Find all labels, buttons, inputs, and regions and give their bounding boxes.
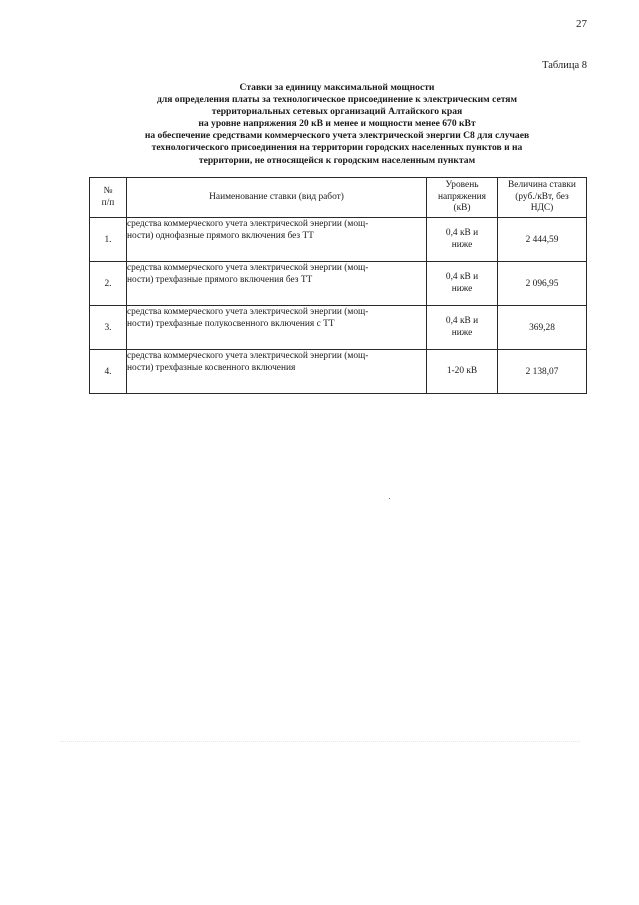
voltage-level (427, 306, 498, 350)
header-text: (кВ) (453, 203, 471, 214)
rate-value: 369,28 (498, 306, 587, 350)
header-rate (498, 178, 587, 218)
row-number: 1. (90, 218, 127, 262)
voltage-line: ниже (451, 283, 473, 294)
rate-name (127, 262, 427, 306)
voltage-line: 0,4 кВ и (445, 272, 479, 282)
title-line: для определения платы за технологическое присоединение к электрическим сетям (156, 94, 518, 106)
title-line: на уровне напряжения 20 кВ и менее и мощности менее 670 кВт (198, 118, 476, 130)
voltage-level (427, 218, 498, 262)
table-label: Таблица 8 (542, 60, 587, 71)
header-text: п/п (101, 197, 115, 208)
header-text: (руб./кВт, без (515, 191, 569, 202)
rate-name-line: ности) трехфазные прямого включения без ТТ (127, 275, 313, 286)
header-text: № (103, 186, 113, 196)
header-name (127, 178, 427, 218)
header-text: НДС) (530, 203, 554, 214)
rate-name-line: ности) трехфазные косвенного включения (127, 363, 296, 374)
table-row (90, 306, 587, 350)
header-voltage (427, 178, 498, 218)
title-line: территории, не относящейся к городским населенным пунктам (198, 154, 476, 166)
rate-name-line: средства коммерческого учета электрической энергии (мощ- (127, 307, 369, 317)
rate-name-line: средства коммерческого учета электрической энергии (мощ- (127, 219, 369, 229)
rate-name-line: ности) однофазные прямого включения без ТТ (127, 231, 314, 242)
page-number: 27 (576, 18, 587, 30)
rate-name-line: ности) трехфазные полукосвенного включения с ТТ (127, 319, 335, 330)
header-text: Величина ставки (508, 180, 576, 191)
rate-name (127, 306, 427, 350)
title-line: технологического присоединения на территории городских населенных пунктов и на (151, 142, 523, 154)
scan-artifact-line (60, 741, 580, 742)
scan-speck (389, 498, 390, 499)
row-number: 3. (90, 306, 127, 350)
document-title (88, 82, 586, 167)
header-text: напряжения (438, 191, 486, 202)
rate-name (127, 350, 427, 394)
row-number: 4. (90, 350, 127, 394)
table-row (90, 262, 587, 306)
header-text: Наименование ставки (вид работ) (209, 191, 344, 202)
voltage-line: ниже (451, 327, 473, 338)
row-number: 2. (90, 262, 127, 306)
voltage-level (427, 262, 498, 306)
title-line: Ставки за единицу максимальной мощности (239, 82, 435, 93)
rate-value: 2 444,59 (498, 218, 587, 262)
rate-name (127, 218, 427, 262)
title-line: территориальных сетевых организаций Алтайского края (211, 106, 463, 118)
rate-name-line: средства коммерческого учета электрической энергии (мощ- (127, 263, 369, 273)
rate-value: 2 138,07 (498, 350, 587, 394)
header-text: Уровень (445, 180, 479, 191)
rate-name-line: средства коммерческого учета электрической энергии (мощ- (127, 351, 369, 361)
table-row (90, 350, 587, 394)
table-row (90, 218, 587, 262)
voltage-level (427, 350, 498, 394)
voltage-line: 0,4 кВ и (445, 316, 479, 326)
voltage-line: 1-20 кВ (446, 365, 478, 376)
rate-value: 2 096,95 (498, 262, 587, 306)
header-num (90, 178, 127, 218)
header-row (90, 178, 587, 218)
voltage-line: ниже (451, 239, 473, 250)
voltage-line: 0,4 кВ и (445, 228, 479, 238)
title-line: на обеспечение средствами коммерческого учета электрической энергии С8 для случаев (144, 130, 530, 142)
rates-table (89, 177, 587, 394)
